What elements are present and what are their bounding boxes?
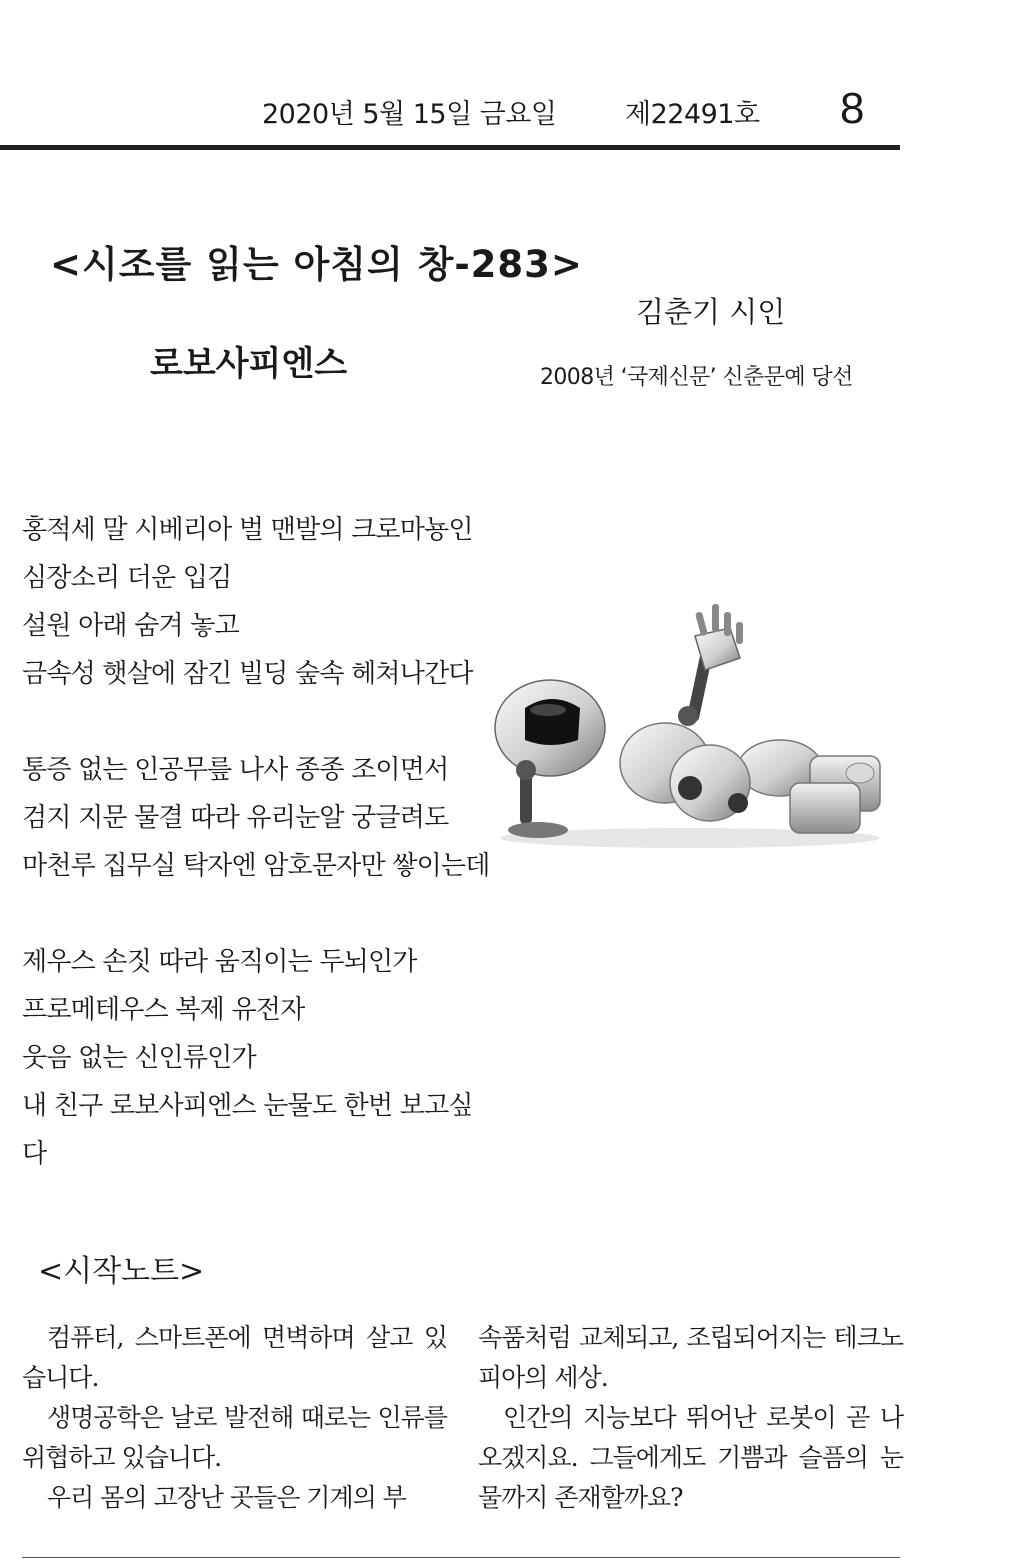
footer-divider [22,1557,900,1558]
note-column-right [478,1318,903,1518]
poem-line: 내 친구 로보사피엔스 눈물도 한번 보고싶 [22,1091,473,1121]
issue-date: 2020년 5월 15일 금요일 [262,99,557,130]
note-paragraph: 우리 몸의 고장난 곳들은 기계의 부 [47,1483,406,1512]
note-paragraph: 속품처럼 교체되고, 조립되어지는 테크노피아의 세상. [478,1323,903,1392]
poem-line: 프로메테우스 복제 유전자 [22,995,305,1025]
poem-line: 다 [22,1139,47,1169]
poem-line: 웃음 없는 신인류인가 [22,1043,256,1073]
note-paragraph: 인간의 지능보다 뛰어난 로봇이 곧 나오겠지요. 그들에게도 기쁨과 슬픔의 눈물까지 존재할까요? [478,1403,903,1512]
note-heading: <시작노트> [38,1254,205,1289]
poet-name: 김춘기 시인 [636,295,786,329]
note-column-left [22,1318,447,1518]
series-title: <시조를 읽는 아침의 창-283> [50,243,583,286]
stanza-break [22,698,472,746]
stanza-break [22,890,472,938]
reclining-robot-illustration [490,598,900,858]
poem-line: 통증 없는 인공무릎 나사 종종 조이면서 [22,755,449,785]
poet-credit: 2008년 ‘국제신문’ 신춘문예 당선 [540,365,853,390]
poem-body [22,506,490,1178]
poem-line: 심장소리 더운 입김 [22,563,232,593]
page-number: 8 [840,84,865,133]
poem-line: 제우스 손짓 따라 움직이는 두뇌인가 [22,947,417,977]
header-divider [0,145,900,150]
issue-number: 제22491호 [625,99,760,130]
poem-line: 마천루 집무실 탁자엔 암호문자만 쌓이는데 [22,851,490,881]
poem-line: 설원 아래 숨겨 놓고 [22,611,239,641]
poem-title: 로보사피엔스 [150,344,348,384]
poem-line: 검지 지문 물결 따라 유리눈알 궁글려도 [22,803,449,833]
poem-line: 홍적세 말 시베리아 벌 맨발의 크로마뇽인 [22,515,473,545]
poem-line: 금속성 햇살에 잠긴 빌딩 숲속 헤쳐나간다 [22,659,473,689]
note-paragraph: 컴퓨터, 스마트폰에 면벽하며 살고 있습니다. [22,1323,447,1392]
note-paragraph: 생명공학은 날로 발전해 때로는 인류를 위협하고 있습니다. [22,1403,447,1472]
